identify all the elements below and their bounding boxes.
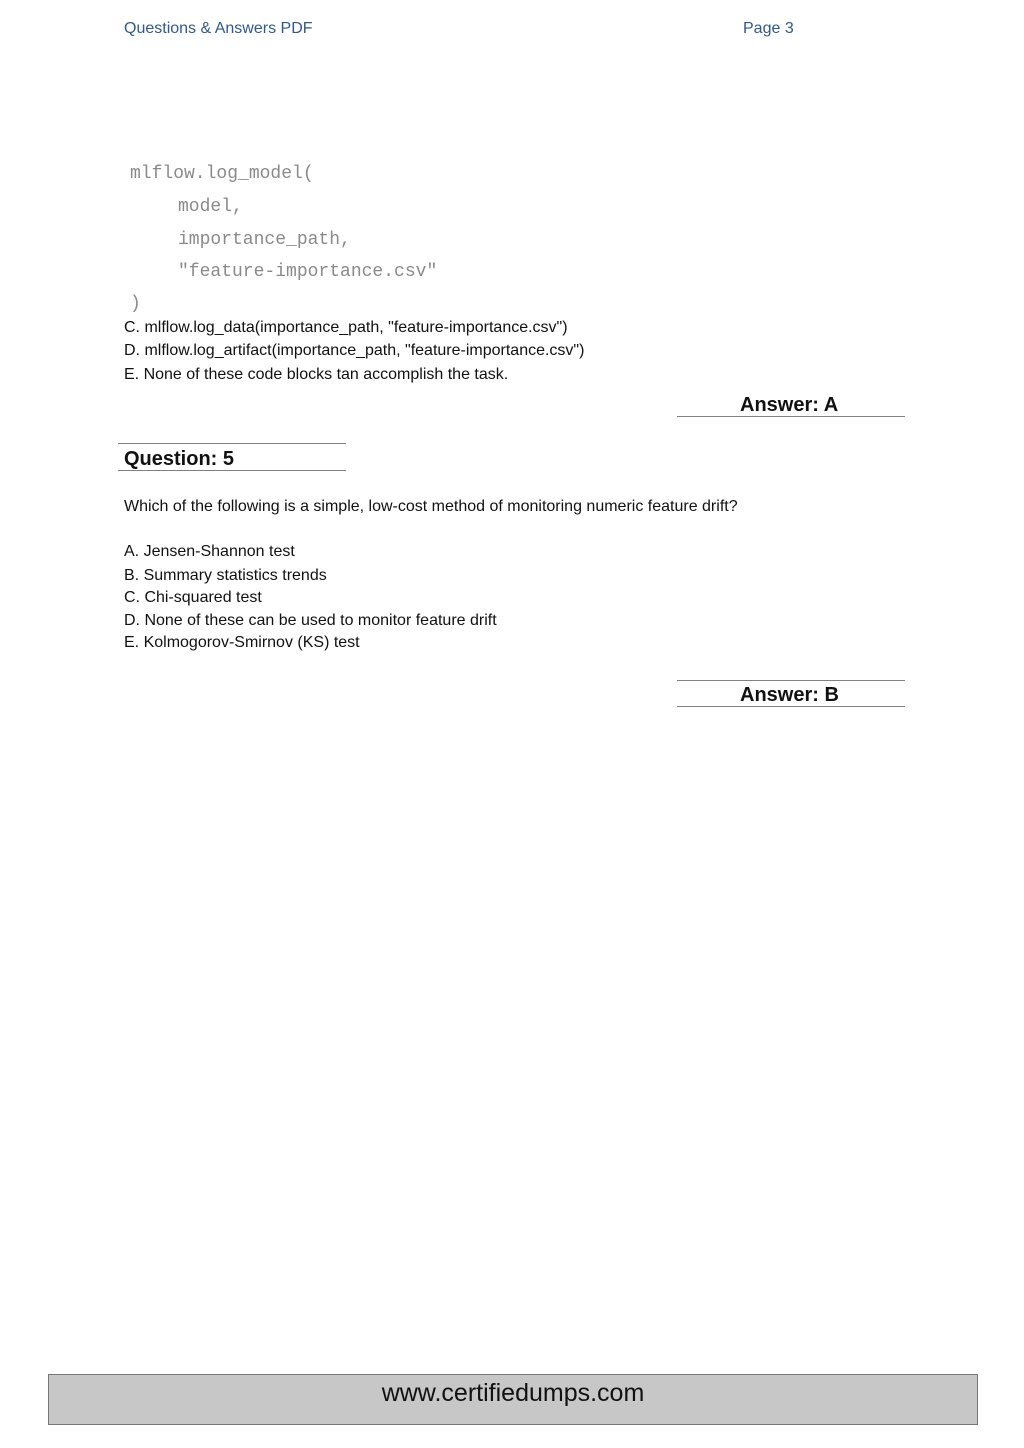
q5-answer (677, 684, 905, 710)
q4-option-d: D. mlflow.log_artifact(importance_path, "feature-importance.csv") (124, 342, 585, 359)
page-number: Page 3 (743, 20, 794, 37)
code-line: ) (130, 294, 141, 314)
q5-option-d: D. None of these can be used to monitor feature drift (124, 612, 497, 629)
answer-label: Answer: B (740, 684, 839, 706)
footer-url[interactable]: www.certifiedumps.com (381, 1379, 645, 1407)
question-title: Question: 5 (124, 448, 235, 470)
code-line: importance_path, (178, 230, 351, 250)
q5-option-e: E. Kolmogorov-Smirnov (KS) test (124, 634, 360, 651)
q5-option-a: A. Jensen-Shannon test (124, 543, 295, 560)
answer-label: Answer: A (740, 394, 839, 416)
footer-banner (48, 1374, 978, 1425)
code-line: "feature-importance.csv" (178, 262, 438, 282)
header-title: Questions & Answers PDF (124, 20, 313, 37)
q4-option-e: E. None of these code blocks tan accomplish the task. (124, 366, 509, 383)
divider (118, 443, 346, 444)
divider (677, 706, 905, 707)
code-line: model, (178, 197, 243, 217)
divider (677, 416, 905, 417)
q5-option-b: B. Summary statistics trends (124, 567, 327, 584)
q4-option-c: C. mlflow.log_data(importance_path, "feature-importance.csv") (124, 319, 568, 336)
q5-option-c: C. Chi-squared test (124, 589, 262, 606)
question-text: Which of the following is a simple, low-cost method of monitoring numeric feature drift? (124, 498, 738, 515)
code-line: mlflow.log_model( (130, 164, 314, 184)
divider (118, 470, 346, 471)
code-snippet-image (130, 160, 490, 320)
q4-answer (677, 394, 905, 420)
divider (677, 680, 905, 681)
